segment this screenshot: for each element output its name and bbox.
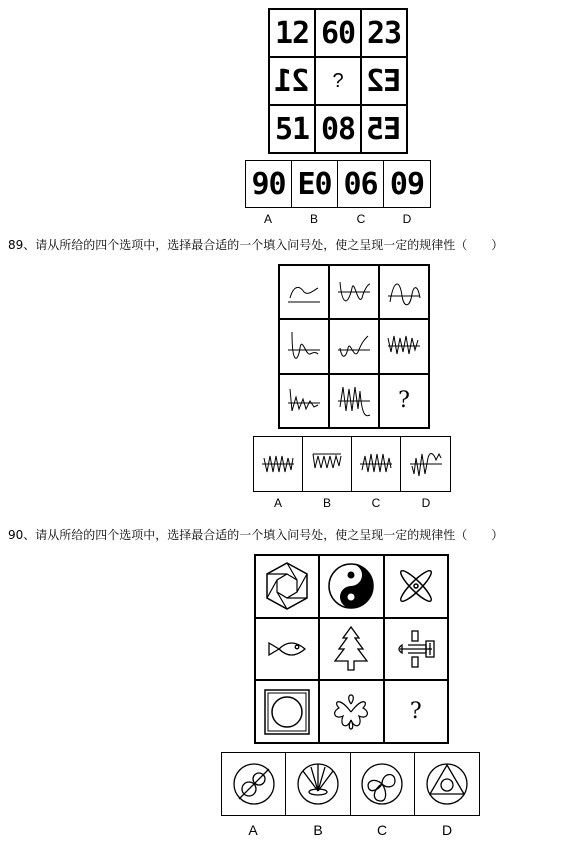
q90-cell [255,555,319,618]
triskelion-icon [357,759,407,809]
pinwheel-hexagon-icon [261,560,313,612]
q90-options [221,752,480,816]
q90-number: 90、 [8,528,36,542]
wave-icon [406,444,446,484]
q88-grid [268,8,408,154]
q88-question-cell [315,57,361,105]
q90-question-mark: ? [409,699,422,725]
triangle-circle-icon [422,759,472,809]
q89-question [8,236,503,253]
q90-question-cell [384,680,448,743]
q88-option-label-b: B [309,212,318,226]
q90-cell [384,555,448,618]
q90-text: 请从所给的四个选项中，选择最合适的一个填入问号处，使之呈现一定的规律性（ ） [35,528,504,542]
wave-icon [384,272,424,312]
curve-icon [284,272,324,312]
butterfly-icon [325,686,377,738]
q89-option-label-d: D [421,496,431,510]
q90-cell [319,555,383,618]
q89-option-label-b: B [322,496,331,510]
wave-icon [334,272,374,312]
yin-yang-icon [325,560,377,612]
q88-cell [315,105,361,153]
q88-option-digits: 09 [389,166,425,202]
wave-icon [356,444,396,484]
q89-number: 89、 [8,238,36,252]
q89-option-b[interactable] [303,437,352,491]
q88-cell [361,57,407,105]
q89-cell [379,319,429,373]
q89-question-cell [379,374,429,428]
fish-icon [261,623,313,675]
q88-cell [315,9,361,57]
q88-option-digits: 06 [343,166,378,202]
q88-cell [269,105,315,153]
wave-icon [334,326,374,366]
q88-option-b[interactable] [292,161,338,207]
q88-digits: 60 [320,15,356,51]
q88-digits: 12 [274,15,310,51]
q90-cell [255,680,319,743]
propeller-icon [390,560,442,612]
q90-cell [319,618,383,681]
q89-cell [329,319,379,373]
q89-option-label-a: A [273,496,282,510]
q90-option-label-a: A [248,822,258,838]
q89-cell [329,265,379,319]
q89-grid [278,264,430,429]
q88-digits: 21 [274,63,310,99]
q89-option-label-c: C [371,496,381,510]
q89-question-mark: ? [398,388,410,414]
q88-option-d[interactable] [384,161,430,207]
q88-digits: 08 [320,111,356,147]
q88-cell [269,9,315,57]
q89-options [253,436,451,492]
q90-cell [384,618,448,681]
framed-circle-icon [261,686,313,738]
q88-option-label-a: A [263,212,272,226]
circle-pattern-icon [229,759,279,809]
airplane-icon [390,623,442,675]
q90-cell [255,618,319,681]
q90-option-c[interactable] [351,753,415,815]
q88-cell [361,9,407,57]
q88-digits: E2 [366,63,402,99]
q88-cell [269,57,315,105]
q90-option-d[interactable] [415,753,479,815]
tree-icon [325,623,377,675]
q90-question [8,526,503,543]
q89-cell [279,265,329,319]
q90-option-a[interactable] [222,753,286,815]
wave-icon [334,381,374,421]
q90-cell [319,680,383,743]
q90-option-label-b: B [313,822,323,838]
q88-digits: 51 [274,111,310,147]
q89-option-a[interactable] [254,437,303,491]
q89-cell [379,265,429,319]
q90-option-b[interactable] [286,753,350,815]
q88-options [245,160,431,208]
q90-option-label-c: C [376,822,388,838]
q88-option-label-d: D [402,212,412,226]
q88-digits: 23 [366,15,402,51]
q88-option-label-c: C [356,212,366,226]
q89-cell [329,374,379,428]
q88-option-digits: E0 [297,166,332,202]
q88-option-c[interactable] [338,161,384,207]
q89-cell [279,319,329,373]
wave-icon [284,326,324,366]
q90-option-label-d: D [441,822,453,838]
q88-question-mark: ? [332,69,344,92]
q89-text: 请从所给的四个选项中，选择最合适的一个填入问号处，使之呈现一定的规律性（ ） [35,238,504,252]
circle-fan-icon [293,759,343,809]
wave-icon [307,444,347,484]
wave-icon [384,326,424,366]
q88-option-a[interactable] [246,161,292,207]
q88-digits: E5 [366,111,402,147]
q89-cell [279,374,329,428]
q88-cell [361,105,407,153]
q89-option-c[interactable] [352,437,401,491]
wave-icon [284,381,324,421]
q90-grid [254,554,449,744]
q88-option-digits: 90 [251,166,286,202]
q89-option-d[interactable] [401,437,450,491]
wave-icon [258,444,298,484]
